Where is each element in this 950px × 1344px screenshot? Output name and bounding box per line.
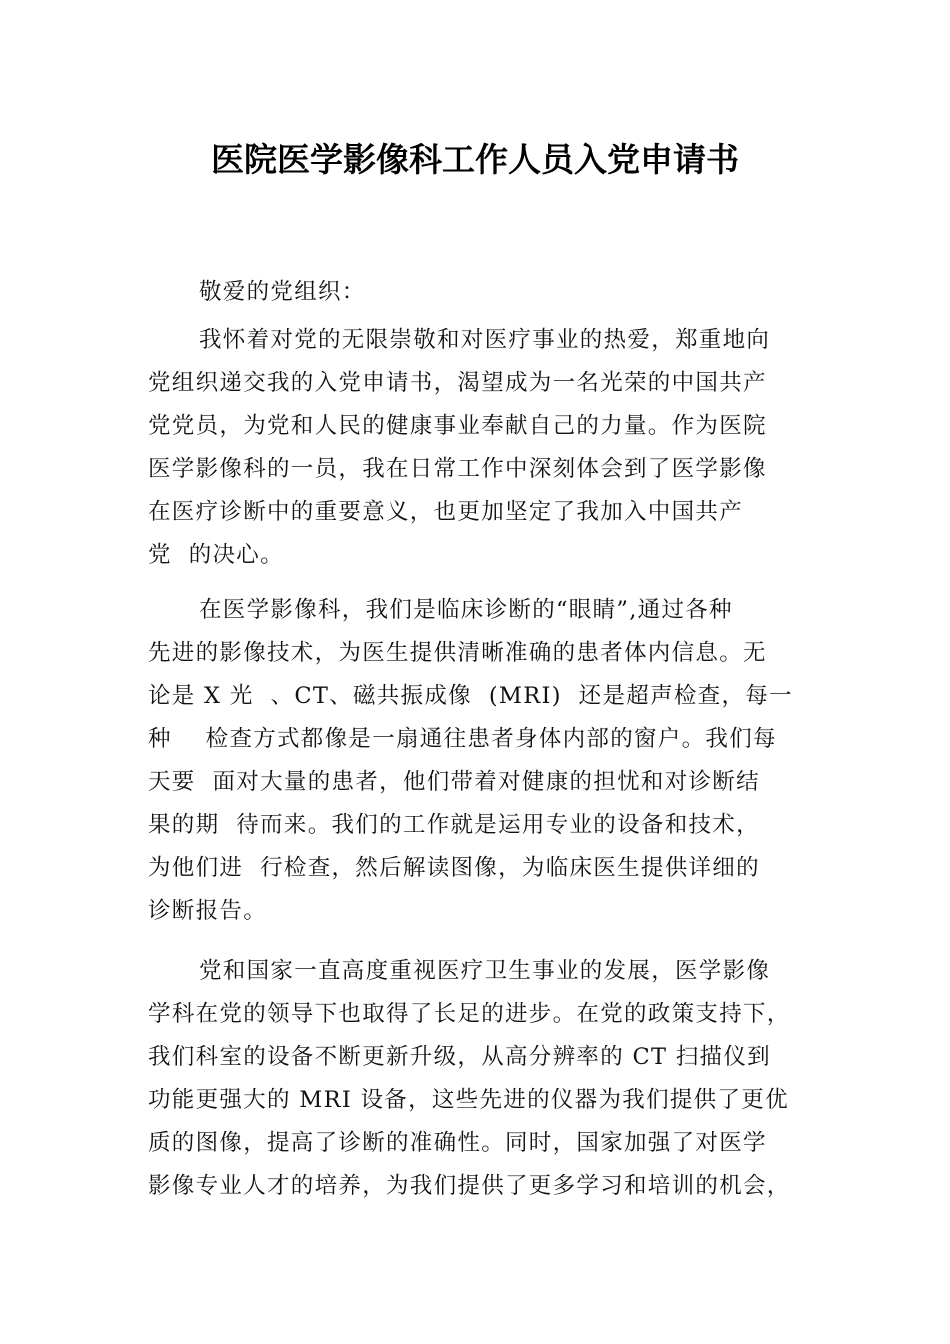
paragraph-line: 党组织递交我的入党申请书，渴望成为一名光荣的中国共产 (148, 370, 767, 396)
document-title: 医院医学影像科工作人员入党申请书 (211, 140, 739, 179)
paragraph-line: 党党员，为党和人民的健康事业奉献自己的力量。作为医院 (148, 413, 767, 439)
paragraph-line: 党 的决心。 (148, 542, 284, 568)
paragraph-line: 党和国家一直高度重视医疗卫生事业的发展，医学影像 (199, 958, 771, 984)
salutation: 敬爱的党组织： (199, 279, 366, 305)
paragraph-line: 我们科室的设备不断更新升级，从高分辨率的 CT 扫描仪到 (148, 1044, 771, 1070)
paragraph-line: 学科在党的领导下也取得了长足的进步。在党的政策支持下， (148, 1001, 791, 1027)
paragraph-line: 果的期 待而来。我们的工作就是运用专业的设备和技术， (148, 812, 760, 838)
paragraph-line: 为他们进 行检查，然后解读图像，为临床医生提供详细的 (148, 855, 760, 881)
paragraph-line: 天要 面对大量的患者，他们带着对健康的担忧和对诊断结 (148, 769, 760, 795)
paragraph-line: 影像专业人才的培养，为我们提供了更多学习和培训的机会， (148, 1173, 791, 1199)
paragraph-line: 种 检查方式都像是一扇通往患者身体内部的窗户。我们每 (148, 726, 777, 752)
paragraph-line: 质的图像，提高了诊断的准确性。同时，国家加强了对医学 (148, 1130, 767, 1156)
paragraph-line: 先进的影像技术，为医生提供清晰准确的患者体内信息。无 (148, 640, 767, 666)
paragraph-line: 我怀着对党的无限崇敬和对医疗事业的热爱，郑重地向 (199, 327, 771, 353)
paragraph-line: 医学影像科的一员，我在日常工作中深刻体会到了医学影像 (148, 456, 767, 482)
paragraph-line: 诊断报告。 (148, 898, 268, 924)
paragraph-line: 在医疗诊断中的重要意义，也更加坚定了我加入中国共产 (148, 499, 744, 525)
paragraph-line: 功能更强大的 MRI 设备，这些先进的仪器为我们提供了更优 (148, 1087, 789, 1113)
paragraph-line: 论是 X 光 、CT、磁共振成像 (MRI) 还是超声检查，每一 (148, 683, 793, 709)
paragraph-line: 在医学影像科，我们是临床诊断的“眼睛”,通过各种 (199, 597, 733, 623)
